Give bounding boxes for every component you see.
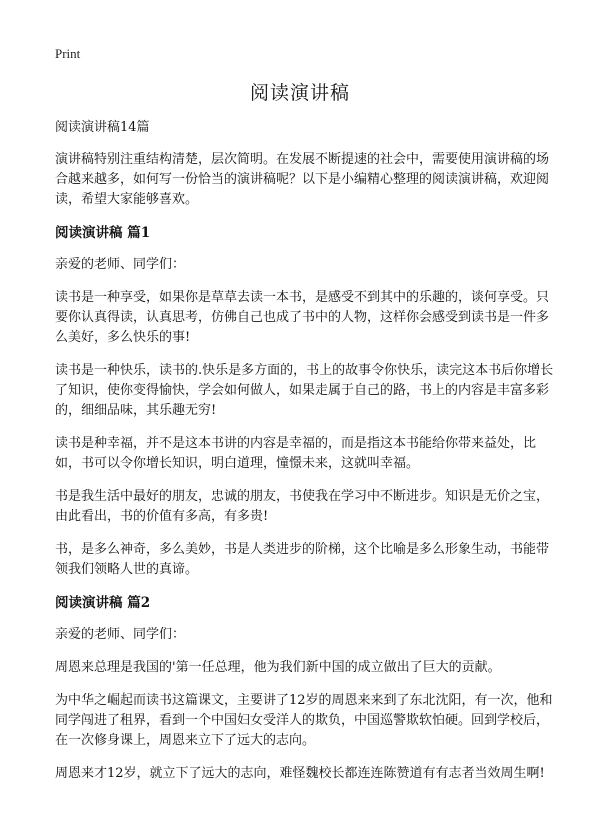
document-subtitle: 阅读演讲稿14篇	[55, 120, 150, 135]
page-title: 阅读演讲稿	[249, 82, 350, 104]
paragraph: 书是我生活中最好的朋友，忠诚的朋友，书使我在学习中不断进步。知识是无价之宝，由此看出，书的价值有多高，有多贵!	[55, 489, 550, 524]
paragraph: 亲爱的老师、同学们：	[55, 627, 186, 642]
document-body	[55, 118, 555, 797]
paragraph: 亲爱的老师、同学们：	[55, 257, 186, 272]
paragraph: 读书是种幸福，并不是这本书讲的内容是幸福的，而是指这本书能给你带来益处，比如，书可以令你增长知识，明白道理，憧憬未来，这就叫幸福。	[55, 436, 537, 471]
section-heading-1: 阅读演讲稿 篇1	[55, 225, 151, 241]
paragraph: 读书是一种享受，如果你是草草去读一本书，是感受不到其中的乐趣的，谈何享受。只要你认真得读，认真思考，仿佛自己也成了书中的人物，这样你会感受到读书是一件多么美好，多么快乐的事!	[55, 290, 550, 345]
paragraph: 为中华之崛起而读书这篇课文，主要讲了12岁的周恩来来到了东北沈阳，有一次，他和同学闯进了租界，看到一个中国妇女受洋人的欺负，中国巡警欺软怕硬。回到学校后，在一次修身课上，周恩来立下了远大的志向。	[55, 693, 553, 748]
print-link[interactable]: Print	[55, 46, 81, 61]
paragraph: 读书是一种快乐，读书的.快乐是多方面的，书上的故事令你快乐，读完这本书后你增长了知识，使你变得愉快，学会如何做人，如果走属于自己的路，书上的内容是丰富多彩的，细细品味，其乐趣无穷!	[55, 363, 554, 418]
paragraph: 周恩来总理是我国的'第一任总理，他为我们新中国的成立做出了巨大的贡献。	[55, 660, 501, 675]
intro-paragraph: 演讲稿特别注重结构清楚，层次简明。在发展不断提速的社会中，需要使用演讲稿的场合越来越多，如何写一份恰当的演讲稿呢？以下是小编精心整理的阅读演讲稿，欢迎阅读，希望大家能够喜欢。	[55, 152, 550, 207]
paragraph: 书，是多么神奇，多么美妙，书是人类进步的阶梯，这个比喻是多么形象生动，书能带领我们领略人世的真谛。	[55, 542, 550, 577]
section-heading-2: 阅读演讲稿 篇2	[55, 595, 151, 611]
paragraph: 周恩来才12岁，就立下了远大的志向，难怪魏校长都连连陈赞道有有志者当效周生啊!	[55, 766, 545, 781]
